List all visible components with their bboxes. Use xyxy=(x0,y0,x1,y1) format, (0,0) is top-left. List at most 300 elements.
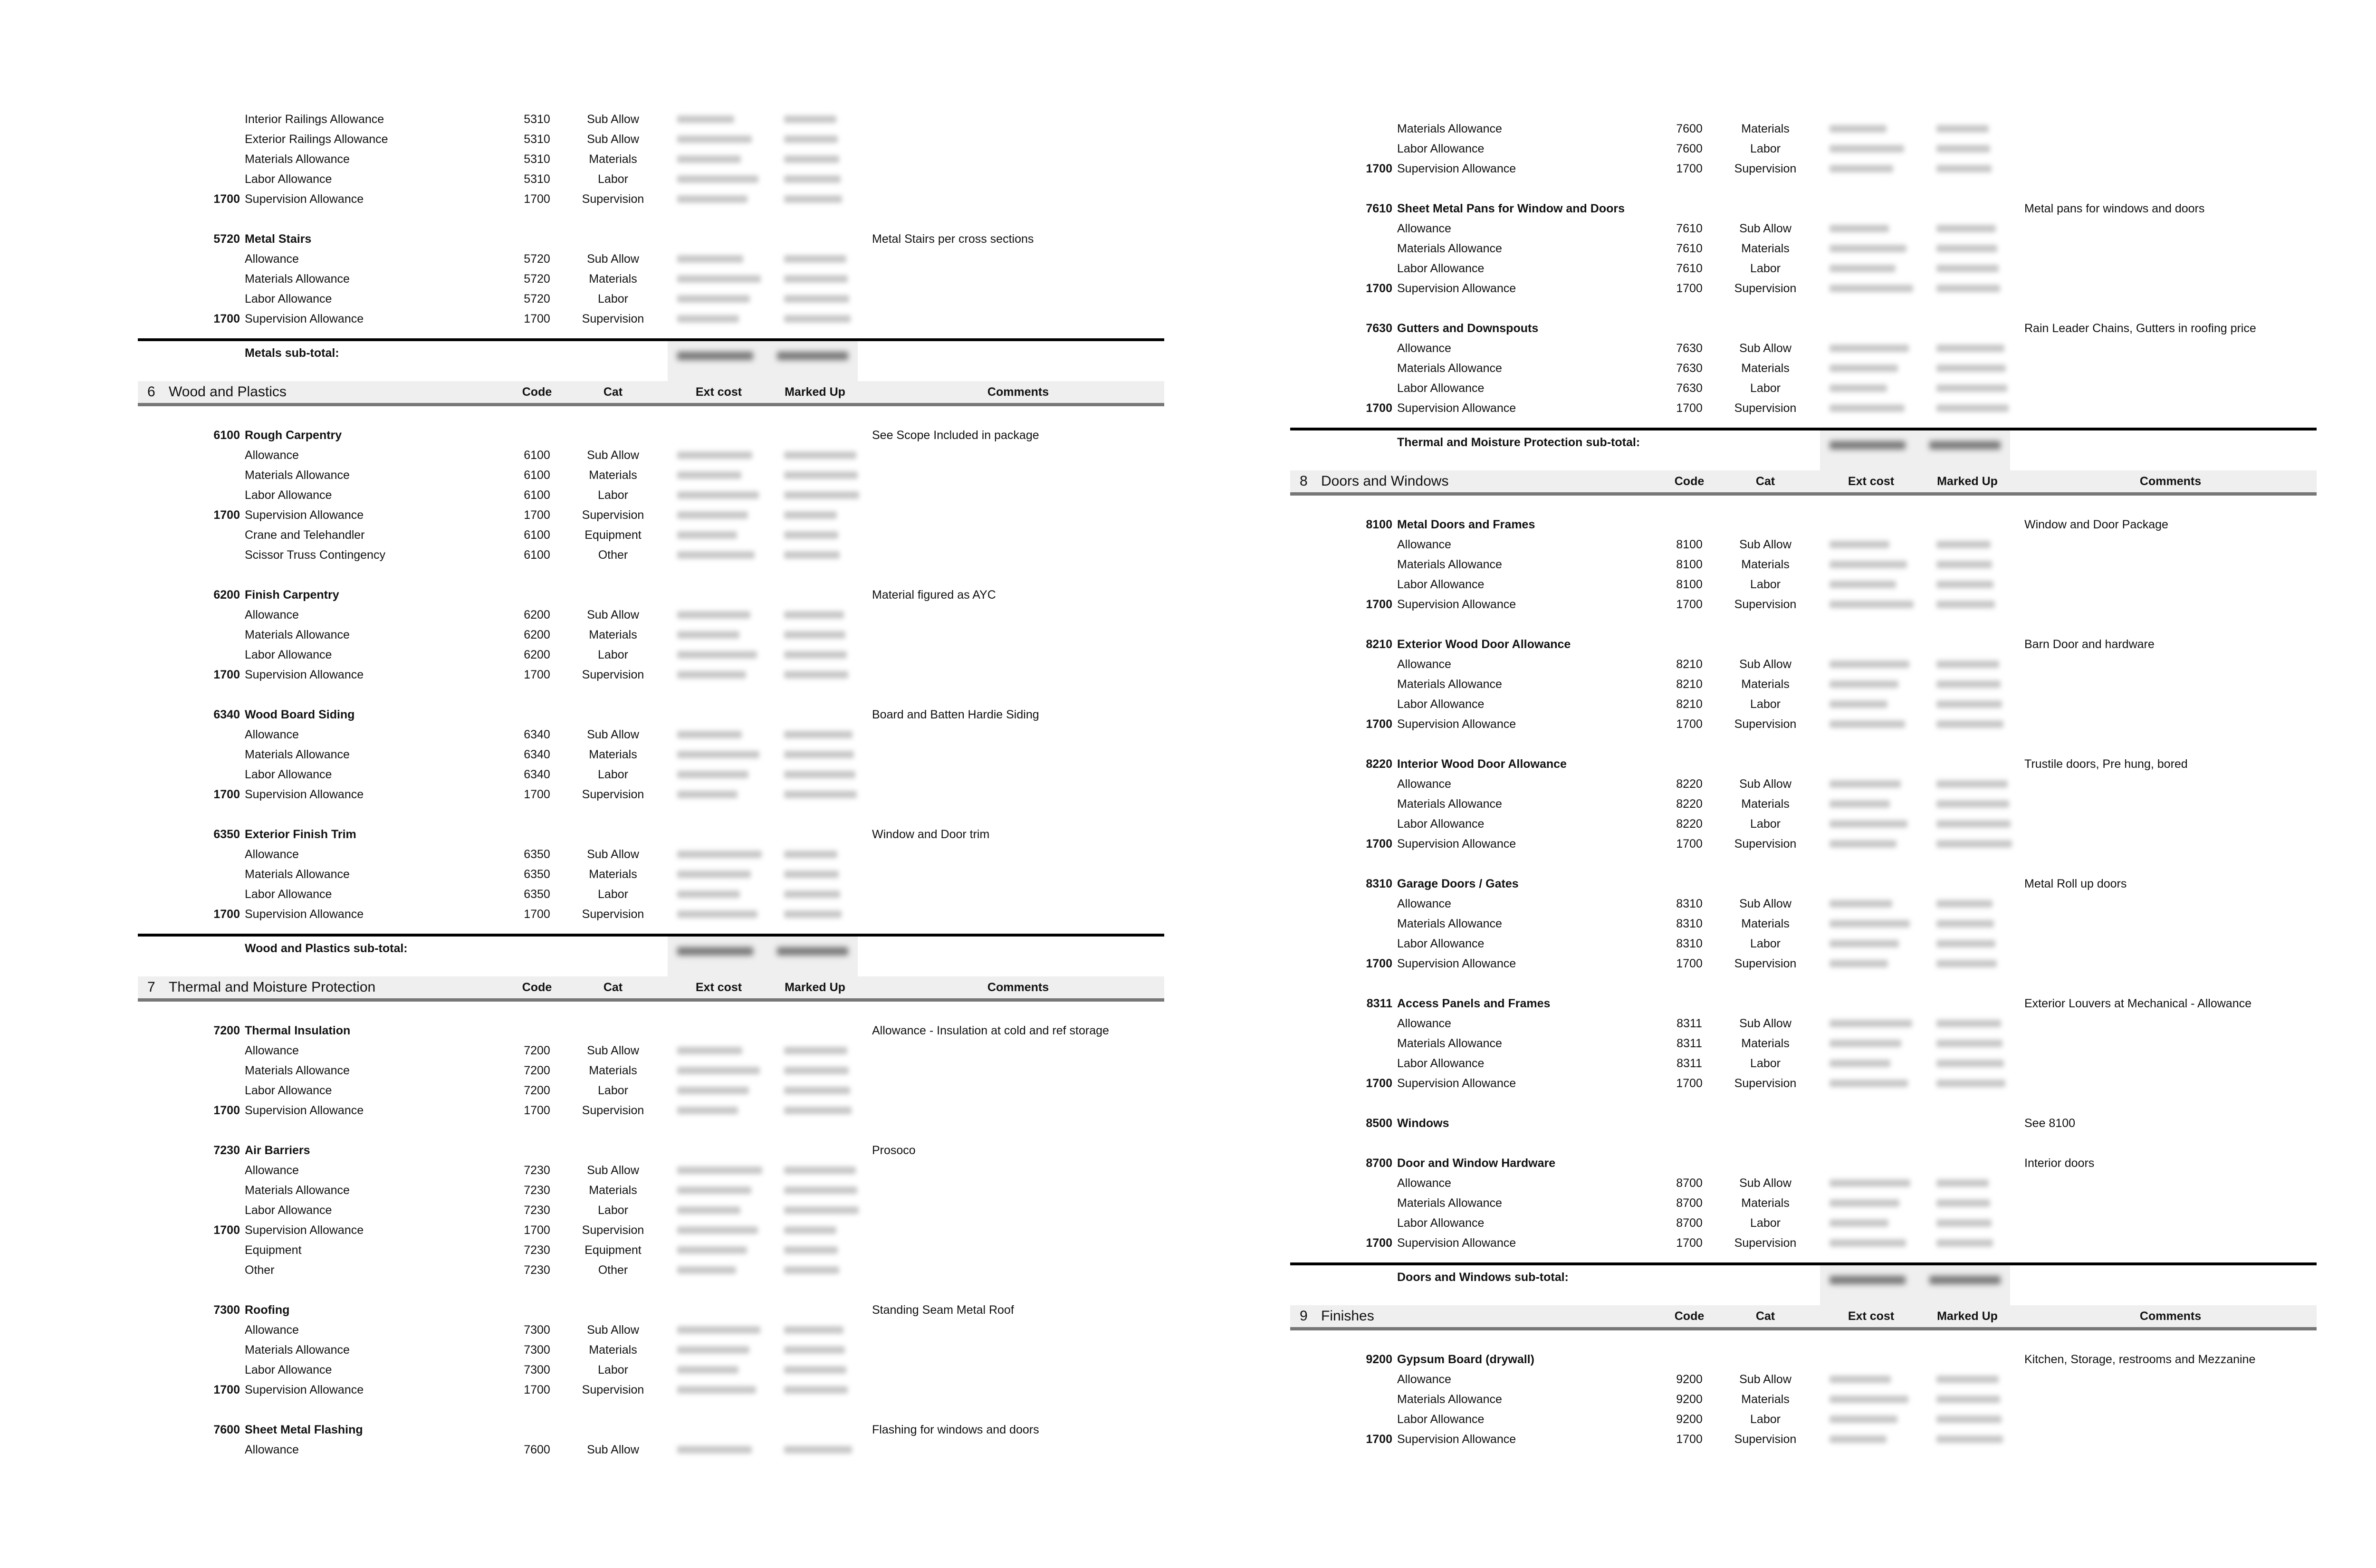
ext-cost-redacted xyxy=(677,275,761,283)
subtotal-label: Doors and Windows sub-total: xyxy=(1397,1271,1569,1284)
ext-cost-redacted xyxy=(1830,680,1898,688)
marked-up-redacted xyxy=(784,315,851,323)
item-code: 6100 xyxy=(524,449,550,462)
item-code: 5310 xyxy=(524,113,550,126)
marked-up-redacted xyxy=(784,890,840,898)
section-title: Finishes xyxy=(1321,1308,1374,1324)
ext-cost-cell xyxy=(1820,1073,1922,1093)
ext-cost-redacted xyxy=(677,255,743,263)
ext-cost-cell xyxy=(1820,774,1922,794)
item-description: Labor Allowance xyxy=(245,768,332,781)
ext-cost-redacted xyxy=(1830,404,1905,412)
item-description: Supervision Allowance xyxy=(1397,598,1516,611)
column-header-marked-up: Marked Up xyxy=(1937,475,1998,488)
ext-cost-redacted xyxy=(1830,125,1887,133)
item-category: Supervision xyxy=(1734,1433,1797,1446)
item-code: 9200 xyxy=(1676,1393,1703,1406)
ext-cost-cell xyxy=(668,289,770,309)
item-code: 1700 xyxy=(524,1383,550,1396)
comment-text: Exterior Louvers at Mechanical - Allowance xyxy=(2024,997,2252,1010)
ext-cost-redacted xyxy=(677,1186,751,1194)
item-category: Supervision xyxy=(1734,837,1797,851)
section-number: 8 xyxy=(1300,473,1308,489)
line-item-row xyxy=(1290,278,2317,298)
ext-cost-cell xyxy=(1820,378,1922,398)
marked-up-redacted xyxy=(784,1226,836,1234)
item-description: Labor Allowance xyxy=(1397,937,1485,950)
ext-cost-cell xyxy=(1820,914,1922,934)
item-category: Labor xyxy=(1750,817,1781,831)
marked-up-redacted xyxy=(1936,384,2007,392)
ext-cost-cell xyxy=(668,884,770,904)
marked-up-cell xyxy=(775,1080,855,1100)
item-category: Sub Allow xyxy=(587,133,639,146)
item-description: Supervision Allowance xyxy=(1397,402,1516,415)
ext-cost-redacted xyxy=(677,1266,736,1274)
ext-cost-redacted xyxy=(1830,1179,1910,1187)
column-header-marked-up: Marked Up xyxy=(785,981,845,994)
item-code: 1700 xyxy=(1676,717,1703,731)
line-item-row xyxy=(138,665,1164,685)
item-description: Supervision Allowance xyxy=(1397,1433,1516,1446)
item-code: 1700 xyxy=(1676,598,1703,611)
marked-up-redacted xyxy=(1936,1080,2005,1087)
ext-cost-cell xyxy=(668,1041,770,1061)
item-category: Supervision xyxy=(1734,598,1797,611)
item-category: Sub Allow xyxy=(587,1443,639,1456)
cost-group-row xyxy=(138,824,1164,844)
item-code: 8100 xyxy=(1676,538,1703,551)
cost-code-lead: 1700 xyxy=(213,312,240,325)
ext-cost-redacted xyxy=(1830,225,1889,232)
marked-up-redacted xyxy=(784,910,842,918)
item-description: Labor Allowance xyxy=(1397,1057,1485,1070)
marked-up-redacted xyxy=(784,731,853,738)
column-header-cat: Cat xyxy=(1755,1310,1775,1323)
section-title: Wood and Plastics xyxy=(169,384,287,400)
ext-cost-redacted xyxy=(1830,165,1893,172)
comment-text: Kitchen, Storage, restrooms and Mezzanine xyxy=(2024,1353,2256,1366)
line-item-row xyxy=(138,904,1164,924)
item-code: 1700 xyxy=(524,788,550,801)
marked-up-cell xyxy=(1927,574,2008,594)
marked-up-cell xyxy=(775,1100,855,1120)
item-category: Materials xyxy=(589,153,637,166)
line-item-row xyxy=(138,1220,1164,1240)
item-code: 7230 xyxy=(524,1263,550,1277)
marked-up-cell xyxy=(1927,1173,2008,1193)
marked-up-cell xyxy=(1927,914,2008,934)
subtotal-values xyxy=(668,341,858,381)
item-category: Labor xyxy=(598,888,628,901)
marked-up-redacted xyxy=(1936,165,1992,172)
marked-up-cell xyxy=(1927,954,2008,974)
ext-cost-redacted xyxy=(677,631,739,639)
line-item-row xyxy=(1290,239,2317,258)
item-description: Supervision Allowance xyxy=(245,668,364,681)
item-category: Supervision xyxy=(582,788,644,801)
row-spacer xyxy=(138,1400,1164,1420)
item-code: 8210 xyxy=(1676,658,1703,671)
ext-cost-redacted xyxy=(677,551,755,559)
item-category: Labor xyxy=(598,1084,628,1097)
marked-up-cell xyxy=(775,645,855,665)
item-code: 7600 xyxy=(1676,142,1703,155)
ext-cost-redacted xyxy=(677,451,752,459)
marked-up-redacted xyxy=(784,791,857,798)
subtotal-label: Metals sub-total: xyxy=(245,346,339,360)
item-category: Materials xyxy=(589,272,637,286)
ext-cost-redacted xyxy=(1830,1435,1887,1443)
marked-up-cell xyxy=(775,465,855,485)
group-title: Windows xyxy=(1397,1117,1449,1130)
item-category: Sub Allow xyxy=(1739,777,1792,791)
ext-cost-cell xyxy=(668,625,770,645)
row-spacer xyxy=(1290,179,2317,199)
item-category: Labor xyxy=(598,292,628,306)
item-description: Interior Railings Allowance xyxy=(245,113,384,126)
item-code: 5310 xyxy=(524,153,550,166)
marked-up-redacted xyxy=(1936,404,2009,412)
line-item-row xyxy=(1290,1429,2317,1449)
ext-cost-redacted xyxy=(1830,1239,1906,1247)
cost-group-row xyxy=(138,229,1164,249)
marked-up-cell xyxy=(1927,278,2008,298)
column-header-marked-up: Marked Up xyxy=(785,385,845,399)
line-item-row xyxy=(1290,1173,2317,1193)
ext-cost-cell xyxy=(1820,714,1922,734)
cost-code-lead: 6340 xyxy=(213,708,240,721)
item-code: 7600 xyxy=(524,1443,550,1456)
item-code: 6340 xyxy=(524,728,550,741)
cost-group-row xyxy=(138,1300,1164,1320)
marked-up-redacted xyxy=(784,1366,846,1374)
line-item-row xyxy=(1290,934,2317,954)
item-category: Materials xyxy=(589,1064,637,1077)
estimate-table-right xyxy=(1290,119,2317,1449)
cost-group-row xyxy=(138,1021,1164,1041)
line-item-row xyxy=(1290,714,2317,734)
ext-cost-redacted xyxy=(1830,364,1898,372)
line-item-row xyxy=(1290,1053,2317,1073)
marked-up-cell xyxy=(1927,239,2008,258)
cost-code-lead: 1700 xyxy=(1366,957,1392,970)
marked-up-cell xyxy=(1927,1033,2008,1053)
ext-cost-redacted xyxy=(1830,561,1907,568)
item-category: Materials xyxy=(1741,558,1790,571)
marked-up-redacted xyxy=(1936,581,1993,588)
item-code: 7630 xyxy=(1676,362,1703,375)
line-item-row xyxy=(1290,1073,2317,1093)
item-category: Materials xyxy=(589,628,637,641)
cost-code-lead: 1700 xyxy=(213,668,240,681)
item-description: Labor Allowance xyxy=(1397,1413,1485,1426)
marked-up-cell xyxy=(775,605,855,625)
cost-code-lead: 1700 xyxy=(1366,717,1392,731)
item-category: Materials xyxy=(589,868,637,881)
item-description: Allowance xyxy=(245,848,299,861)
marked-up-cell xyxy=(1927,834,2008,854)
marked-up-cell xyxy=(1927,694,2008,714)
comment-text: Prosoco xyxy=(872,1144,916,1157)
item-description: Materials Allowance xyxy=(1397,678,1502,691)
ext-cost-redacted xyxy=(677,870,751,878)
subtotal-row xyxy=(1290,1262,2317,1305)
ext-cost-cell xyxy=(668,1180,770,1200)
ext-cost-cell xyxy=(668,605,770,625)
item-category: Supervision xyxy=(582,668,644,681)
ext-cost-cell xyxy=(1820,1233,1922,1253)
marked-up-redacted xyxy=(1936,720,2003,728)
item-code: 7300 xyxy=(524,1343,550,1357)
marked-up-cell xyxy=(775,485,855,505)
marked-up-cell xyxy=(1927,139,2008,159)
ext-cost-cell xyxy=(668,1260,770,1280)
column-header-ext-cost: Ext cost xyxy=(695,981,742,994)
section-header xyxy=(1290,1305,2317,1330)
column-header-comments: Comments xyxy=(2139,475,2202,488)
line-item-row xyxy=(138,745,1164,765)
marked-up-cell xyxy=(775,1041,855,1061)
row-spacer xyxy=(1290,1093,2317,1113)
item-code: 7200 xyxy=(524,1044,550,1057)
marked-up-redacted xyxy=(784,1446,852,1453)
ext-cost-redacted xyxy=(1830,245,1907,252)
marked-up-redacted xyxy=(1936,840,2012,848)
line-item-row xyxy=(138,844,1164,864)
item-category: Sub Allow xyxy=(1739,222,1792,235)
item-description: Supervision Allowance xyxy=(1397,837,1516,851)
item-category: Sub Allow xyxy=(1739,1017,1792,1030)
cost-code-lead: 1700 xyxy=(1366,837,1392,851)
item-category: Materials xyxy=(589,1343,637,1357)
item-category: Labor xyxy=(598,172,628,186)
item-code: 8100 xyxy=(1676,558,1703,571)
ext-cost-redacted xyxy=(677,751,759,758)
ext-cost-redacted xyxy=(1830,720,1905,728)
ext-cost-redacted xyxy=(677,115,734,123)
marked-up-cell xyxy=(1927,674,2008,694)
ext-cost-redacted xyxy=(677,910,757,918)
item-description: Labor Allowance xyxy=(1397,142,1485,155)
marked-up-cell xyxy=(775,445,855,465)
item-description: Equipment xyxy=(245,1243,302,1257)
ext-cost-cell xyxy=(1820,1173,1922,1193)
cost-group-row xyxy=(1290,874,2317,894)
marked-up-cell xyxy=(1927,1233,2008,1253)
marked-up-cell xyxy=(1927,1213,2008,1233)
ext-cost-cell xyxy=(1820,814,1922,834)
item-code: 1700 xyxy=(1676,1236,1703,1250)
item-description: Materials Allowance xyxy=(245,1343,350,1357)
item-category: Sub Allow xyxy=(1739,342,1792,355)
item-category: Materials xyxy=(1741,242,1790,255)
item-description: Supervision Allowance xyxy=(1397,282,1516,295)
line-item-row xyxy=(1290,1369,2317,1389)
cost-code-lead: 5720 xyxy=(213,232,240,246)
ext-cost-cell xyxy=(668,645,770,665)
item-description: Allowance xyxy=(245,728,299,741)
item-code: 7230 xyxy=(524,1243,550,1257)
column-header-cat: Cat xyxy=(603,385,623,399)
line-item-row xyxy=(1290,1409,2317,1429)
line-item-row xyxy=(138,725,1164,745)
marked-up-redacted xyxy=(1936,680,2001,688)
marked-up-cell xyxy=(1927,535,2008,555)
ext-cost-cell xyxy=(668,109,770,129)
marked-up-cell xyxy=(1927,358,2008,378)
comment-text: Flashing for windows and doors xyxy=(872,1423,1039,1436)
cost-group-row xyxy=(1290,634,2317,654)
ext-cost-redacted xyxy=(677,1446,752,1453)
item-description: Scissor Truss Contingency xyxy=(245,548,385,562)
marked-up-redacted xyxy=(784,1346,845,1354)
item-code: 8311 xyxy=(1677,1057,1702,1070)
subtotal-row xyxy=(138,934,1164,976)
line-item-row xyxy=(138,109,1164,129)
item-category: Labor xyxy=(598,488,628,502)
marked-up-redacted xyxy=(784,295,849,303)
item-code: 8210 xyxy=(1676,698,1703,711)
marked-up-cell xyxy=(1927,219,2008,239)
ext-cost-cell xyxy=(668,169,770,189)
item-category: Supervision xyxy=(582,312,644,325)
item-category: Supervision xyxy=(582,1104,644,1117)
marked-up-redacted xyxy=(784,155,839,163)
ext-cost-cell xyxy=(668,1320,770,1340)
line-item-row xyxy=(138,525,1164,545)
marked-up-redacted xyxy=(1936,1199,1990,1207)
item-description: Allowance xyxy=(245,1323,299,1337)
marked-up-cell xyxy=(775,1180,855,1200)
line-item-row xyxy=(138,1080,1164,1100)
item-description: Materials Allowance xyxy=(1397,242,1502,255)
subtotal-ext-redacted xyxy=(677,947,753,956)
marked-up-cell xyxy=(775,545,855,565)
item-category: Materials xyxy=(1741,917,1790,930)
marked-up-redacted xyxy=(1936,1415,2002,1423)
ext-cost-cell xyxy=(668,1080,770,1100)
item-description: Allowance xyxy=(245,449,299,462)
ext-cost-cell xyxy=(668,269,770,289)
cost-code-lead: 7200 xyxy=(213,1024,240,1037)
cost-code-lead: 8100 xyxy=(1366,518,1392,531)
ext-cost-cell xyxy=(668,1360,770,1380)
subtotal-marked-redacted xyxy=(1929,1276,2001,1284)
line-item-row xyxy=(138,884,1164,904)
cost-code-lead: 1700 xyxy=(213,788,240,801)
item-code: 8220 xyxy=(1676,797,1703,811)
marked-up-cell xyxy=(775,1360,855,1380)
line-item-row xyxy=(1290,594,2317,614)
marked-up-cell xyxy=(775,844,855,864)
row-spacer xyxy=(138,1120,1164,1140)
item-code: 7600 xyxy=(1676,122,1703,135)
group-title: Rough Carpentry xyxy=(245,429,342,442)
ext-cost-cell xyxy=(668,745,770,765)
line-item-row xyxy=(138,645,1164,665)
line-item-row xyxy=(1290,1033,2317,1053)
item-description: Exterior Railings Allowance xyxy=(245,133,388,146)
item-description: Labor Allowance xyxy=(1397,817,1485,831)
ext-cost-redacted xyxy=(677,771,748,778)
section-title: Thermal and Moisture Protection xyxy=(169,979,376,995)
item-category: Supervision xyxy=(582,1224,644,1237)
item-code: 1700 xyxy=(524,192,550,206)
item-code: 6350 xyxy=(524,888,550,901)
line-item-row xyxy=(1290,258,2317,278)
line-item-row xyxy=(1290,398,2317,418)
ext-cost-redacted xyxy=(677,851,762,858)
item-category: Labor xyxy=(598,768,628,781)
cost-code-lead: 6100 xyxy=(213,429,240,442)
ext-cost-cell xyxy=(1820,954,1922,974)
ext-cost-redacted xyxy=(677,1067,760,1074)
item-category: Sub Allow xyxy=(587,449,639,462)
item-code: 6340 xyxy=(524,748,550,761)
cost-code-lead: 1700 xyxy=(1366,162,1392,175)
cost-code-lead: 1700 xyxy=(213,1224,240,1237)
item-code: 8100 xyxy=(1676,578,1703,591)
item-category: Labor xyxy=(598,1363,628,1377)
item-description: Materials Allowance xyxy=(245,1184,350,1197)
row-spacer xyxy=(138,329,1164,338)
marked-up-cell xyxy=(1927,594,2008,614)
ext-cost-redacted xyxy=(677,175,758,183)
section-title: Doors and Windows xyxy=(1321,473,1449,489)
item-category: Labor xyxy=(1750,937,1781,950)
comment-text: Metal Roll up doors xyxy=(2024,877,2127,890)
cost-code-lead: 7630 xyxy=(1366,322,1392,335)
item-code: 7630 xyxy=(1676,342,1703,355)
row-spacer xyxy=(1290,854,2317,874)
estimate-page-left xyxy=(138,0,1164,1568)
item-description: Materials Allowance xyxy=(245,868,350,881)
marked-up-cell xyxy=(775,1160,855,1180)
ext-cost-redacted xyxy=(1830,581,1896,588)
row-spacer xyxy=(138,804,1164,824)
ext-cost-redacted xyxy=(677,731,742,738)
item-code: 1700 xyxy=(524,668,550,681)
row-spacer xyxy=(1290,614,2317,634)
item-code: 9200 xyxy=(1676,1413,1703,1426)
row-spacer xyxy=(138,209,1164,229)
comment-text: Allowance - Insulation at cold and ref storage xyxy=(872,1024,1109,1037)
ext-cost-redacted xyxy=(1830,1415,1897,1423)
comment-text: Window and Door Package xyxy=(2024,518,2168,531)
ext-cost-redacted xyxy=(677,135,752,143)
marked-up-cell xyxy=(775,1380,855,1400)
item-description: Allowance xyxy=(1397,658,1451,671)
ext-cost-redacted xyxy=(1830,940,1899,947)
marked-up-cell xyxy=(1927,398,2008,418)
cost-code-lead: 8311 xyxy=(1366,997,1392,1010)
item-description: Materials Allowance xyxy=(1397,797,1502,811)
cost-code-lead: 7230 xyxy=(213,1144,240,1157)
item-description: Allowance xyxy=(1397,538,1451,551)
item-code: 7300 xyxy=(524,1323,550,1337)
ext-cost-redacted xyxy=(677,1107,738,1114)
item-code: 6340 xyxy=(524,768,550,781)
item-code: 8311 xyxy=(1677,1037,1702,1050)
subtotal-ext-redacted xyxy=(1830,441,1906,449)
marked-up-redacted xyxy=(784,1087,850,1094)
group-title: Interior Wood Door Allowance xyxy=(1397,757,1567,771)
line-item-row xyxy=(138,465,1164,485)
item-category: Labor xyxy=(1750,698,1781,711)
marked-up-redacted xyxy=(1936,344,2004,352)
item-category: Labor xyxy=(1750,578,1781,591)
